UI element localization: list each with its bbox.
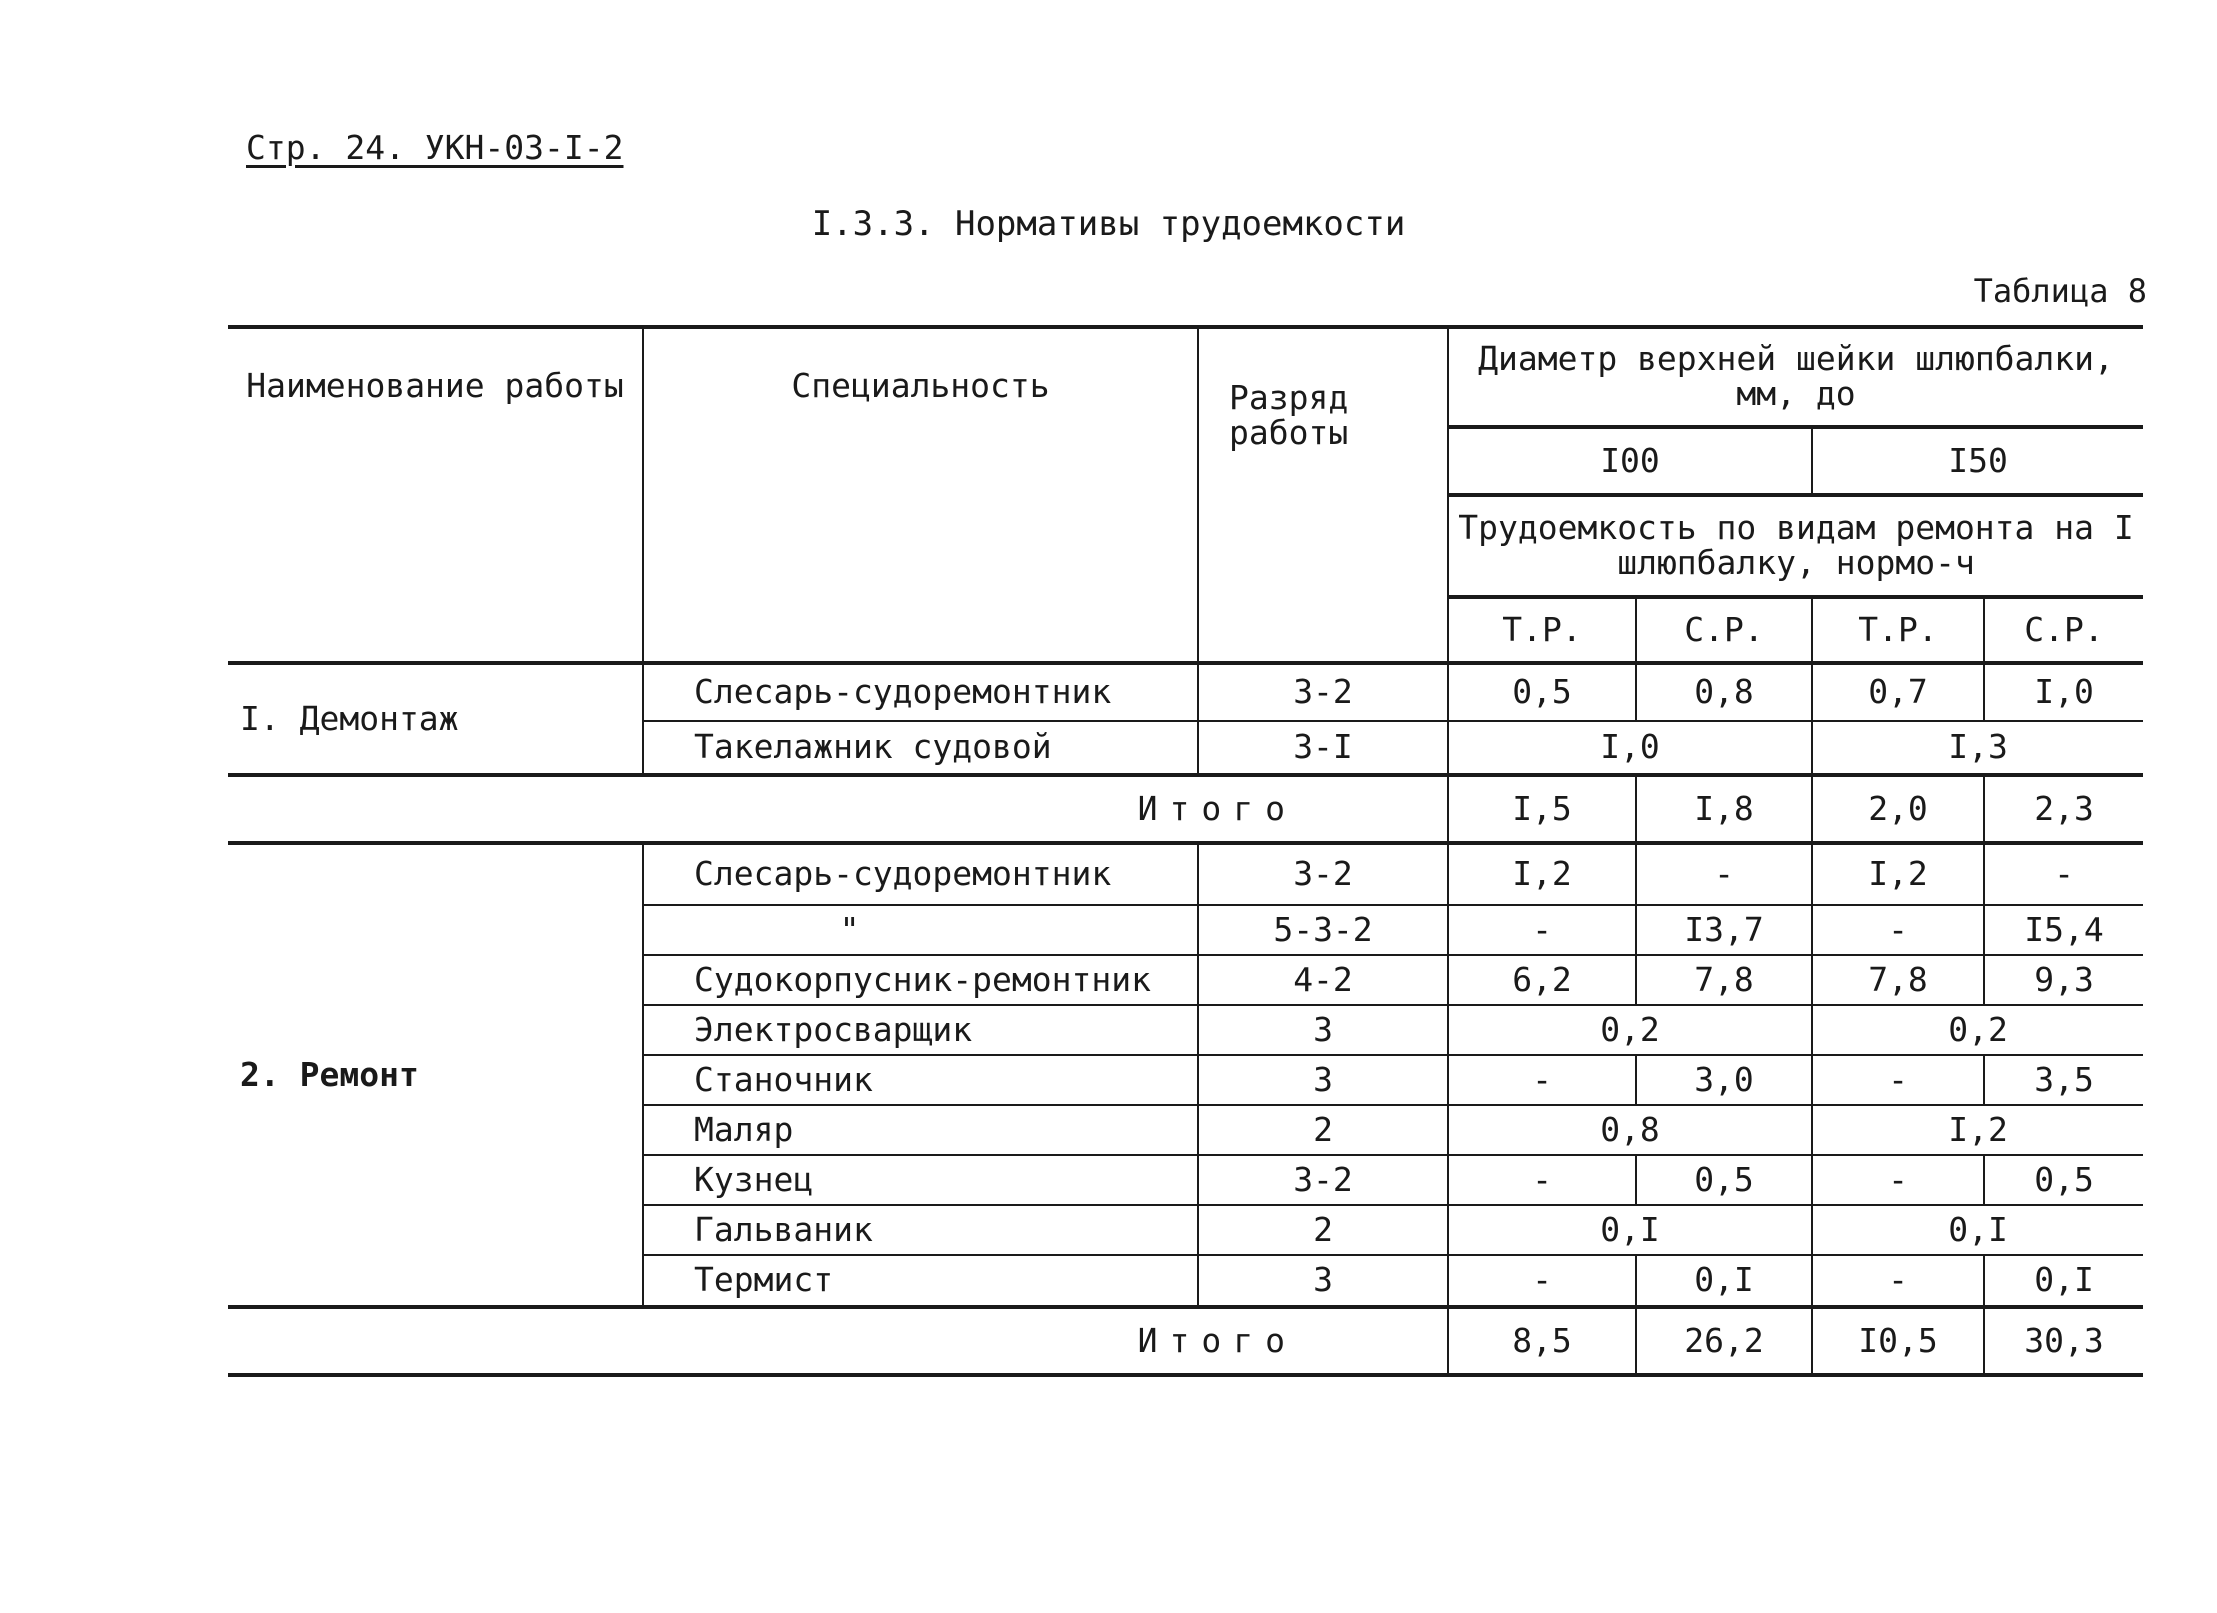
section-title: I.3.3. Нормативы трудоемкости (811, 204, 1406, 244)
cell-value: - (1984, 843, 2143, 905)
cell-value: 0,5 (1636, 1155, 1812, 1205)
cell-value: 3,5 (1984, 1055, 2143, 1105)
col-header-tr-100: Т.Р. (1448, 597, 1636, 663)
cell-value: I,2 (1448, 843, 1636, 905)
cell-value: - (1812, 905, 1984, 955)
col-header-d150: I50 (1812, 427, 2143, 495)
cell-specialty: Маляр (643, 1105, 1198, 1155)
cell-value: 7,8 (1636, 955, 1812, 1005)
cell-value: 0,I (1984, 1255, 2143, 1307)
cell-value-merged: I,0 (1448, 721, 1812, 775)
total-value: 30,3 (1984, 1307, 2143, 1375)
col-header-work-name: Наименование работы (228, 327, 643, 663)
cell-specialty-ditto: " (643, 905, 1198, 955)
total-value: 8,5 (1448, 1307, 1636, 1375)
cell-value: - (1812, 1055, 1984, 1105)
cell-specialty: Кузнец (643, 1155, 1198, 1205)
cell-value: I5,4 (1984, 905, 2143, 955)
cell-value: - (1448, 1255, 1636, 1307)
cell-value-merged: 0,I (1448, 1205, 1812, 1255)
table-label: Таблица 8 (1973, 272, 2147, 310)
total-row (228, 1307, 2143, 1375)
total-value: I0,5 (1812, 1307, 1984, 1375)
total-label: Итого (228, 1307, 1448, 1375)
cell-grade: 3 (1198, 1055, 1448, 1105)
col-header-diameter: Диаметр верхней шейки шлюпбалки, мм, до (1448, 327, 2143, 427)
group-name-dismantle: I. Демонтаж (228, 663, 643, 775)
cell-value: - (1812, 1155, 1984, 1205)
col-header-sr-100: С.Р. (1636, 597, 1812, 663)
total-value: 2,3 (1984, 775, 2143, 843)
cell-specialty: Слесарь-судоремонтник (643, 843, 1198, 905)
table-row (228, 843, 2143, 905)
group-name-repair: 2. Ремонт (228, 843, 643, 1307)
cell-value: I3,7 (1636, 905, 1812, 955)
cell-specialty: Станочник (643, 1055, 1198, 1105)
cell-value: 6,2 (1448, 955, 1636, 1005)
col-header-specialty: Специальность (643, 327, 1198, 663)
cell-grade: 2 (1198, 1205, 1448, 1255)
total-row (228, 775, 2143, 843)
cell-specialty: Судокорпусник-ремонтник (643, 955, 1198, 1005)
cell-grade: 3 (1198, 1255, 1448, 1307)
cell-specialty: Гальваник (643, 1205, 1198, 1255)
cell-specialty: Термист (643, 1255, 1198, 1307)
col-header-labor: Трудоемкость по видам ремонта на I шлюпбалку, нормо-ч (1448, 495, 2143, 597)
cell-grade: 3-I (1198, 721, 1448, 775)
cell-value-merged: 0,I (1812, 1205, 2143, 1255)
col-header-sr-150: С.Р. (1984, 597, 2143, 663)
total-value: I,8 (1636, 775, 1812, 843)
total-label: Итого (228, 775, 1448, 843)
cell-value: I,2 (1812, 843, 1984, 905)
page-reference: Стр. 24. УКН-03-I-2 (246, 128, 624, 167)
cell-value: 7,8 (1812, 955, 1984, 1005)
table-row (228, 663, 2143, 721)
cell-value: - (1448, 905, 1636, 955)
cell-grade: 3-2 (1198, 663, 1448, 721)
cell-value: 0,5 (1984, 1155, 2143, 1205)
cell-value-merged: I,3 (1812, 721, 2143, 775)
cell-grade: 3 (1198, 1005, 1448, 1055)
cell-value: 0,5 (1448, 663, 1636, 721)
cell-grade: 4-2 (1198, 955, 1448, 1005)
cell-value: - (1448, 1055, 1636, 1105)
cell-value-merged: 0,8 (1448, 1105, 1812, 1155)
cell-value-merged: I,2 (1812, 1105, 2143, 1155)
cell-value: I,0 (1984, 663, 2143, 721)
cell-value-merged: 0,2 (1812, 1005, 2143, 1055)
total-value: 2,0 (1812, 775, 1984, 843)
cell-specialty: Такелажник судовой (643, 721, 1198, 775)
cell-value: 0,8 (1636, 663, 1812, 721)
col-header-grade: Разряд работы (1198, 327, 1448, 663)
cell-grade: 2 (1198, 1105, 1448, 1155)
cell-value-merged: 0,2 (1448, 1005, 1812, 1055)
labor-norms-table (228, 325, 2143, 1377)
cell-grade: 5-3-2 (1198, 905, 1448, 955)
col-header-d100: I00 (1448, 427, 1812, 495)
cell-value: 0,7 (1812, 663, 1984, 721)
cell-value: 0,I (1636, 1255, 1812, 1307)
cell-value: 3,0 (1636, 1055, 1812, 1105)
cell-value: - (1812, 1255, 1984, 1307)
cell-value: - (1448, 1155, 1636, 1205)
total-value: I,5 (1448, 775, 1636, 843)
col-header-tr-150: Т.Р. (1812, 597, 1984, 663)
cell-grade: 3-2 (1198, 1155, 1448, 1205)
cell-value: - (1636, 843, 1812, 905)
cell-specialty: Слесарь-судоремонтник (643, 663, 1198, 721)
cell-value: 9,3 (1984, 955, 2143, 1005)
total-value: 26,2 (1636, 1307, 1812, 1375)
cell-grade: 3-2 (1198, 843, 1448, 905)
cell-specialty: Электросварщик (643, 1005, 1198, 1055)
